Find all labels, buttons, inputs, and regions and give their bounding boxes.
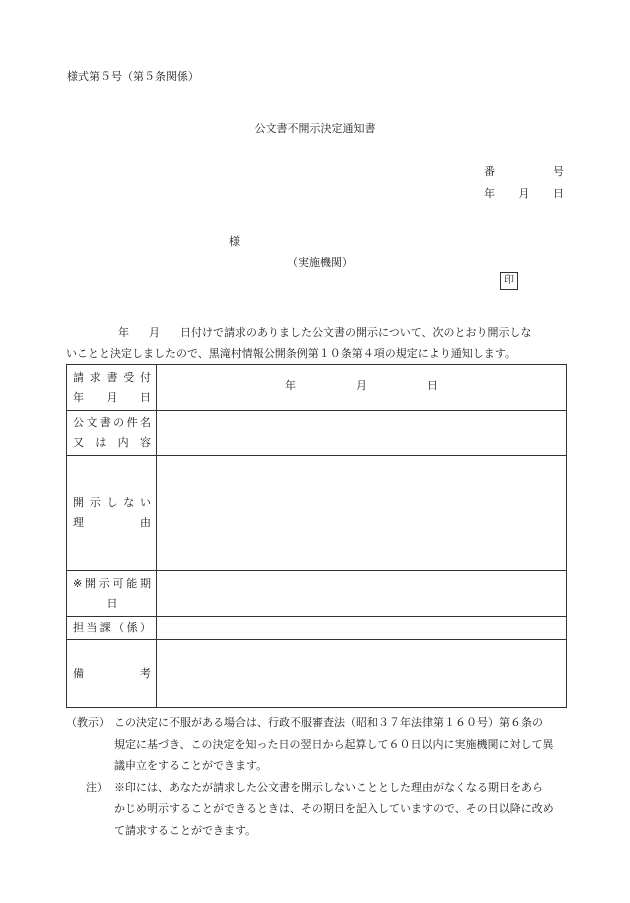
- note-line2: かじめ明示することができるときは、その期日を記入していますので、その日以降に改め: [114, 802, 554, 815]
- section-label-char: ）: [139, 621, 151, 634]
- document-name-label-cell: [67, 411, 157, 456]
- receipt-value-year: 年: [285, 379, 296, 392]
- reason-label-char: し: [106, 496, 118, 509]
- possible-date-label-cell: [67, 571, 157, 617]
- date-day-label: 日: [553, 187, 564, 200]
- document-name-label-char: 容: [139, 436, 151, 449]
- date-year-label: 年: [484, 187, 495, 200]
- document-title: 公文書不開示決定通知書: [254, 122, 376, 135]
- reason-label-char: い: [140, 496, 151, 509]
- receipt-value-month: 月: [356, 379, 367, 392]
- reason-label-char: 示: [89, 496, 101, 509]
- reason-label-char: な: [123, 496, 135, 509]
- section-label-char: 担: [73, 621, 84, 634]
- document-name-label-char: 内: [117, 436, 129, 449]
- intro-line2: いことと決定しましたので、黒滝村情報公開条例第１０条第４項の規定により通知します。: [66, 347, 516, 360]
- receipt-day-label: 日: [140, 390, 151, 404]
- document-name-label-char: 書: [99, 416, 111, 429]
- reason-label-yu: 由: [140, 516, 151, 529]
- remarks-value-cell[interactable]: [157, 640, 567, 708]
- intro-month: 月: [149, 326, 160, 339]
- table-row-receipt-date: [67, 365, 567, 411]
- note-line1: ※印には、あなたが請求した公文書を開示しないこととした理由がなくなる期日をあら: [114, 780, 543, 794]
- receipt-value-day: 日: [427, 379, 438, 392]
- number-suffix: 号: [553, 165, 564, 178]
- instruction-line1: この決定に不服がある場合は、行政不服審査法（昭和３７年法律第１６０号）第６条の: [114, 716, 543, 729]
- receipt-year-label: 年: [73, 390, 84, 404]
- instruction-line2: 規定に基づき、この決定を知った日の翌日から起算して６０日以内に実施機関に対して異: [114, 737, 554, 751]
- possible-date-label-char: 示: [98, 576, 110, 590]
- table-row-document-name: [67, 411, 567, 456]
- form-number: 様式第５号（第５条関係）: [67, 70, 199, 83]
- section-label-cell: [67, 617, 157, 640]
- section-value-cell[interactable]: [157, 617, 567, 640]
- receipt-label-char: 求: [89, 370, 101, 384]
- number-label: 番: [484, 165, 495, 178]
- possible-date-label-line2: 日: [106, 596, 118, 610]
- document-name-label-char: 名: [139, 416, 151, 429]
- receipt-date-label-cell: [67, 365, 157, 411]
- remarks-label-cell: [67, 640, 157, 708]
- reason-label-ri: 理: [73, 516, 84, 529]
- document-name-value-cell[interactable]: [157, 411, 567, 456]
- reason-label-char: 開: [73, 496, 84, 509]
- document-name-label-char: 又: [73, 436, 84, 449]
- receipt-label-line1: [73, 368, 151, 388]
- section-label-char: 当: [86, 621, 98, 634]
- document-name-label-char: は: [95, 436, 107, 449]
- section-label: [73, 618, 151, 638]
- instruction-line3: 議申立をすることができます。: [114, 759, 268, 772]
- table-row-possible-date: [67, 571, 567, 617]
- possible-date-value-cell[interactable]: [157, 571, 567, 617]
- instruction-tag: （教示）: [66, 716, 110, 729]
- date-month-label: 月: [518, 187, 530, 200]
- receipt-month-label: 月: [106, 390, 118, 404]
- intro-paragraph: [66, 322, 566, 364]
- table-row-remarks: [67, 640, 567, 708]
- reason-label-line1: [73, 493, 151, 513]
- possible-date-label-char: 能: [126, 576, 138, 590]
- note-line3: て請求することができます。: [114, 823, 257, 837]
- receipt-date-value-cell[interactable]: [157, 365, 567, 411]
- receipt-label-char: 書: [106, 370, 118, 384]
- notes-section: [66, 712, 571, 841]
- receipt-label-char: 付: [140, 370, 151, 384]
- intro-year: 年: [118, 326, 129, 339]
- remarks-label-kou: 考: [140, 666, 151, 680]
- section-label-char: （: [113, 621, 125, 634]
- document-name-label-char: の: [113, 416, 125, 429]
- possible-date-label-char: 可: [112, 576, 124, 590]
- reason-label-line2: [73, 513, 151, 533]
- reason-label-cell: [67, 456, 157, 571]
- possible-date-label-char: 期: [139, 576, 151, 590]
- reason-value-cell[interactable]: [157, 456, 567, 571]
- remarks-label: [73, 664, 151, 684]
- section-label-char: 係: [126, 621, 138, 634]
- possible-date-label-char: ※: [73, 576, 83, 590]
- document-name-label-line1: [73, 413, 151, 433]
- reference-number-row: [484, 163, 564, 179]
- table-row-reason: [67, 456, 567, 571]
- note-tag: 注）: [86, 780, 108, 794]
- remarks-label-bi: 備: [73, 666, 84, 680]
- document-name-label-line2: [73, 433, 151, 453]
- table-row-section: [67, 617, 567, 640]
- possible-date-label-line1: [73, 574, 151, 594]
- receipt-label-char: 請: [73, 370, 84, 384]
- receipt-label-line2: [73, 388, 151, 408]
- section-label-char: 課: [99, 621, 111, 634]
- receipt-label-char: 受: [123, 370, 135, 384]
- possible-date-label-char: 開: [84, 576, 96, 590]
- document-name-label-char: 文: [86, 416, 98, 429]
- document-name-label-char: 件: [126, 416, 138, 429]
- addressee-honorific: 様: [229, 235, 240, 248]
- notice-table: [66, 364, 567, 708]
- seal-stamp: 印: [500, 272, 518, 290]
- implementing-agency: （実施機関）: [287, 256, 353, 269]
- document-name-label-char: 公: [73, 416, 84, 429]
- reference-date-row: [484, 185, 564, 201]
- intro-line1: 日付けで請求のありました公文書の開示について、次のとおり開示しな: [180, 326, 532, 339]
